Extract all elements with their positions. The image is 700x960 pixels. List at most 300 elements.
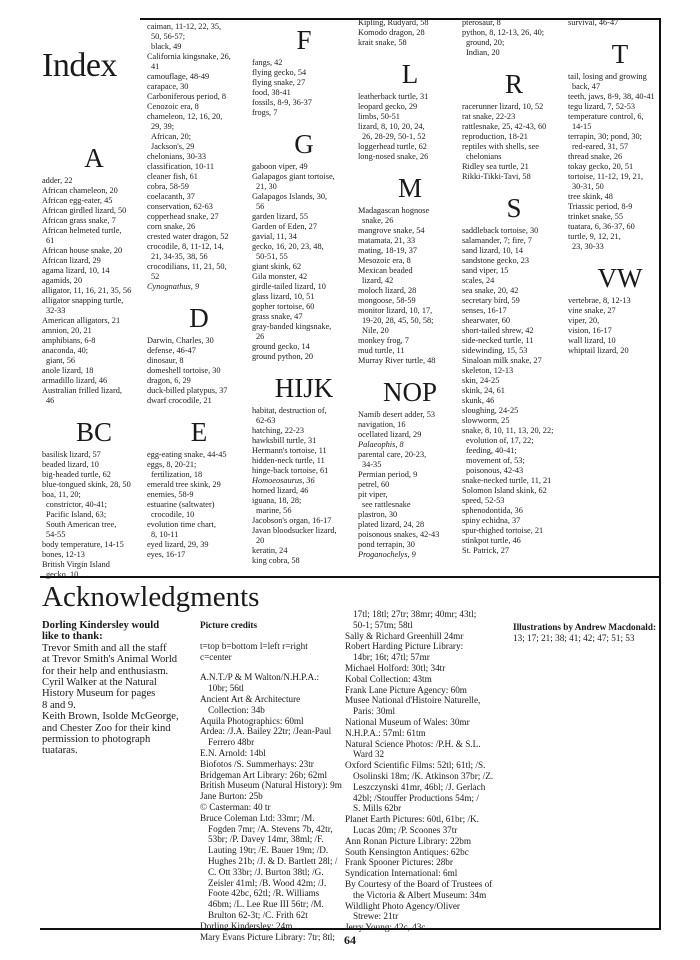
index-entry-line: crocodile, 8, 11-12, 14, — [147, 242, 224, 251]
index-entry-line: side-necked turtle, 11 — [462, 336, 534, 345]
section-letter: G — [294, 129, 314, 159]
index-entry — [147, 242, 251, 262]
index-entry — [147, 212, 251, 222]
index-entry-line: skeleton, 12-13 — [462, 366, 514, 375]
index-entry-line: frogs, 7 — [252, 108, 278, 117]
index-entry — [358, 440, 462, 450]
index-entry-line: fertilization, 18 — [151, 470, 203, 479]
credit-entry — [200, 759, 345, 770]
index-entry-line: 61 — [46, 236, 55, 245]
index-entry — [252, 232, 356, 242]
index-entry — [358, 490, 462, 510]
index-entry — [462, 18, 566, 28]
index-entry — [568, 92, 672, 102]
index-entry — [42, 376, 146, 386]
credit-line: Ardea: /J.A. Bailey 22tr; /Jean-Paul — [200, 726, 332, 737]
index-entry — [462, 406, 566, 416]
index-entry-line: garden lizard, 55 — [252, 212, 308, 221]
index-entry — [568, 202, 672, 212]
index-entry-line: Darwin, Charles, 30 — [147, 336, 214, 345]
index-entry-line: petrel, 60 — [358, 480, 390, 489]
credit-line: N.H.P.A.: 57ml: 61tm — [345, 727, 426, 738]
credit-entry — [200, 802, 345, 813]
index-entry — [147, 490, 251, 500]
credit-line: Ancient Art & Architecture — [200, 693, 301, 704]
index-entry-line: gecko, 10 — [46, 570, 79, 579]
index-entry-line: 34-35 — [362, 460, 382, 469]
index-entry-line: copperhead snake, 27 — [147, 212, 219, 221]
index-entry-line: anole lizard, 18 — [42, 366, 94, 375]
index-entry-line: 8, 10-11 — [151, 530, 179, 539]
index-entry — [42, 336, 146, 346]
index-entry — [568, 296, 672, 306]
index-entry — [252, 556, 356, 566]
index-entry — [358, 410, 462, 420]
index-entry-line: Komodo dragon, 28 — [358, 28, 425, 37]
index-entry-line: Indian, 20 — [466, 48, 500, 57]
credit-entry — [200, 921, 345, 932]
index-entry-line: shearwater, 60 — [462, 316, 511, 325]
index-entry-line: sandstone gecko, 23 — [462, 256, 530, 265]
index-entry-line: defense, 46-47 — [147, 346, 196, 355]
index-entry — [358, 266, 462, 286]
credit-entry — [200, 791, 345, 802]
index-entry — [252, 526, 356, 546]
index-entry — [42, 266, 146, 276]
index-entry — [252, 546, 356, 556]
credit-line: Sally & Richard Greenhill 24mr — [345, 630, 464, 641]
index-entry-line: 50, 56-57; — [151, 32, 186, 41]
credit-entry — [345, 868, 510, 879]
index-entry-line: Javan bloodsucker lizard, — [252, 526, 337, 535]
index-entry — [42, 176, 146, 186]
index-entry-line: iguana, 18, 28; — [252, 496, 302, 505]
index-entry-line: whiptail lizard, 20 — [568, 346, 629, 355]
index-entry-line: habitat, destruction of, — [252, 406, 327, 415]
index-entry-line: South American tree, — [46, 520, 117, 529]
index-entry-line: ground gecko, 14 — [252, 342, 310, 351]
index-entry — [462, 426, 566, 476]
illustrations-column — [513, 622, 658, 644]
index-entry — [358, 480, 462, 490]
index-entry-line: dwarf crocodile, 21 — [147, 396, 212, 405]
index-entry — [252, 312, 356, 322]
index-entry-line: pterosaur, 8 — [462, 18, 501, 27]
index-entry — [252, 436, 356, 446]
index-entry — [147, 540, 251, 550]
index-entry-line: scales, 24 — [462, 276, 495, 285]
index-entry — [462, 396, 566, 406]
credit-line: Foote 42bc, 62tl; /R. Williams — [208, 888, 320, 899]
index-entry — [462, 336, 566, 346]
index-entry-line: corn snake, 26 — [147, 222, 196, 231]
index-entry — [462, 506, 566, 516]
index-entry-line: 14-15 — [572, 122, 592, 131]
index-entry-line: Hermann's tortoise, 11 — [252, 446, 327, 455]
index-entry — [358, 356, 462, 366]
credit-line: Syndication International: 6ml — [345, 868, 458, 879]
index-entry-line: domeshell tortoise, 30 — [147, 366, 221, 375]
index-entry-line: salamander, 7; fire, 7 — [462, 236, 532, 245]
index-entry-line: giant skink, 62 — [252, 262, 302, 271]
index-entry-line: red-eared, 31, 57 — [572, 142, 629, 151]
index-entry — [252, 262, 356, 272]
index-entry-line: beaded lizard, 10 — [42, 460, 99, 469]
index-entry — [147, 52, 251, 72]
index-entry-line: estuarine (saltwater) — [147, 500, 215, 509]
index-entry — [358, 520, 462, 530]
credit-line: © Casterman: 40 tr — [200, 801, 271, 812]
index-entry — [358, 246, 462, 256]
credit-line: A.N.T./P & M Walton/N.H.P.A.: — [200, 672, 320, 683]
index-entry — [252, 78, 356, 88]
index-entry — [252, 342, 356, 352]
index-entry-line: basilisk lizard, 57 — [42, 450, 101, 459]
credit-line: 14br; 16t; 47tl; 57mr — [353, 652, 430, 663]
index-entry-line: fossils, 8-9, 36-37 — [252, 98, 312, 107]
index-entry — [147, 460, 251, 480]
index-column-1 — [42, 22, 146, 580]
credit-line: National Museum of Wales: 30mr — [345, 716, 470, 727]
index-entry-line: terrapin, 30; pond, 30; — [568, 132, 642, 141]
index-entry-line: movement of, 53; — [466, 456, 525, 465]
index-entry-line: armadillo lizard, 46 — [42, 376, 108, 385]
index-entry-line: alligator snapping turtle, — [42, 296, 124, 305]
index-entry-line: African, 20; — [151, 132, 192, 141]
credit-line: C. Ott 33br; /J. Burton 38tl; /G. — [208, 866, 324, 877]
index-entry-line: crocodile, 10 — [151, 510, 195, 519]
index-entry-line: skunk, 46 — [462, 396, 495, 405]
index-entry-line: Rikki-Tikki-Tavi, 58 — [462, 172, 531, 181]
index-entry-line: long-nosed snake, 26 — [358, 152, 429, 161]
index-entry-line: egg-eating snake, 44-45 — [147, 450, 227, 459]
index-entry — [462, 376, 566, 386]
section-letter: NOP — [382, 377, 437, 407]
index-entry — [358, 152, 462, 162]
index-entry — [147, 222, 251, 232]
credit-entry — [345, 814, 510, 836]
index-entry — [252, 88, 356, 98]
credit-line: Natural Science Photos: /P.H. & S.L. — [345, 738, 481, 749]
index-entry — [42, 226, 146, 246]
index-entry-line: loggerhead turtle, 62 — [358, 142, 427, 151]
index-entry-line: 46 — [46, 396, 55, 405]
index-entry-line: python, 8, 12-13, 26, 40; — [462, 28, 545, 37]
index-entry-line: 32-33 — [46, 306, 66, 315]
index-entry-line: Cenozoic era, 8 — [147, 102, 199, 111]
index-entry-line: British Virgin Island — [42, 560, 110, 569]
index-entry — [358, 336, 462, 346]
section-letter: T — [611, 39, 629, 69]
index-entry — [358, 306, 462, 336]
index-entry — [147, 232, 251, 242]
credits-key: t=top b=bottom l=left r=right — [200, 640, 308, 651]
index-entry-line: thread snake, 26 — [568, 152, 623, 161]
index-entry — [358, 420, 462, 430]
index-entry — [568, 152, 672, 162]
index-entry-line: Murray River turtle, 48 — [358, 356, 436, 365]
credit-line: South Kensington Antiques: 62bc — [345, 846, 469, 857]
index-entry — [462, 316, 566, 326]
index-entry — [42, 216, 146, 226]
credit-entry — [345, 879, 510, 901]
index-entry — [42, 246, 146, 256]
credit-line: 17tl; 18tl; 27tr; 38mr; 40mr; 43tl; — [353, 609, 477, 619]
index-entry — [42, 560, 146, 580]
credit-line: Mary Evans Picture Library: 7tr; 8tl; — [200, 931, 335, 942]
index-entry-line: mud turtle, 11 — [358, 346, 405, 355]
index-entry-line: 52 — [151, 272, 160, 281]
index-entry — [462, 496, 566, 506]
index-entry-line: horned lizard, 46 — [252, 486, 309, 495]
thanks-line: for their help and enthusiasm. — [42, 665, 169, 677]
index-entry-line: skink, 24, 61 — [462, 386, 505, 395]
index-entry-line: African egg-eater, 45 — [42, 196, 113, 205]
index-entry-line: leopard gecko, 29 — [358, 102, 418, 111]
index-entry-line: cleaner fish, 61 — [147, 172, 198, 181]
index-entry — [358, 28, 462, 38]
illustrations-heading: Illustrations by Andrew Macdonald: — [513, 622, 657, 632]
index-entry — [252, 222, 356, 232]
index-entry — [252, 322, 356, 342]
thanks-line: Trevor Smith and all the staff — [42, 642, 167, 654]
index-entry-line: poisonous, 42-43 — [466, 466, 524, 475]
index-entry — [358, 236, 462, 246]
index-entry-line: Jackson's, 29 — [151, 142, 195, 151]
index-entry-line: Carboniferous period, 8 — [147, 92, 227, 101]
index-entry — [252, 292, 356, 302]
credit-entry — [200, 726, 345, 748]
index-entry-line: temperature control, 6, — [568, 112, 644, 121]
index-entry — [462, 132, 566, 142]
credit-line: Planet Earth Pictures: 60tl, 61br; /K. — [345, 814, 479, 825]
index-entry — [252, 352, 356, 362]
thanks-line: History Museum for pages — [42, 688, 156, 700]
index-entry — [358, 540, 462, 550]
index-entry-line: American alligators, 21 — [42, 316, 121, 325]
credit-line: Strewe: 21tr — [353, 911, 399, 922]
credit-line: Wildlight Photo Agency/Oliver — [345, 900, 460, 911]
acknowledgments-title: Acknowledgments — [42, 581, 260, 613]
index-entry-line: Solomon Island skink, 62 — [462, 486, 547, 495]
index-entry — [358, 122, 462, 142]
index-entry — [358, 256, 462, 266]
index-entry-line: dinosaur, 8 — [147, 356, 184, 365]
index-entry — [462, 122, 566, 132]
credit-line: Paris: 30ml — [353, 706, 396, 717]
index-entry-line: leatherback turtle, 31 — [358, 92, 429, 101]
section-letter: A — [84, 143, 104, 173]
index-entry-line: evolution time chart, — [147, 520, 216, 529]
index-entry-line: dragon, 6, 29 — [147, 376, 191, 385]
index-entry-line: matamata, 21, 33 — [358, 236, 416, 245]
credit-line: Dorling Kindersley: 24m — [200, 920, 293, 931]
index-entry — [252, 162, 356, 172]
index-entry-line: emerald tree skink, 29 — [147, 480, 221, 489]
credit-line: Kobal Collection: 43tm — [345, 673, 432, 684]
index-entry-line: Nile, 20 — [362, 326, 389, 335]
credit-entry — [345, 836, 510, 847]
index-entry — [462, 306, 566, 316]
index-entry — [462, 296, 566, 306]
index-entry — [462, 516, 566, 526]
index-entry — [147, 386, 251, 396]
index-entry-line: chelonians, 30-33 — [147, 152, 206, 161]
index-entry — [358, 142, 462, 152]
index-entry — [252, 172, 356, 192]
index-entry-line: vine snake, 27 — [568, 306, 616, 315]
index-entry — [462, 536, 566, 546]
index-entry — [42, 296, 146, 316]
index-entry-line: gecko, 16, 20, 23, 48, — [252, 242, 324, 251]
index-entry-line: teeth, jaws, 8-9, 38, 40-41 — [568, 92, 655, 101]
index-entry-line: saddleback tortoise, 30 — [462, 226, 539, 235]
index-entry — [568, 306, 672, 316]
index-entry-line: hinge-back tortoise, 61 — [252, 466, 329, 475]
index-entry — [252, 406, 356, 426]
index-entry — [42, 450, 146, 460]
index-entry-line: Ridley sea turtle, 21 — [462, 162, 529, 171]
index-entry — [42, 286, 146, 296]
index-entry — [252, 486, 356, 496]
index-entry-line: plastron, 30 — [358, 510, 398, 519]
index-entry-line: girdle-tailed lizard, 10 — [252, 282, 326, 291]
index-entry — [568, 192, 672, 202]
index-entry-line: turtle, 9, 12, 21, — [568, 232, 621, 241]
index-entry — [568, 132, 672, 152]
index-entry — [462, 366, 566, 376]
index-entry-line: senses, 16-17 — [462, 306, 507, 315]
credits-key: c=center — [200, 651, 232, 662]
index-entry-line: lizard, 8, 10, 20, 24, — [358, 122, 425, 131]
index-entry-line: Sinaloan milk snake, 27 — [462, 356, 542, 365]
thanks-line: permission to photograph — [42, 734, 151, 746]
index-entry — [147, 520, 251, 540]
index-entry-line: 54-55 — [46, 530, 66, 539]
index-entry — [462, 112, 566, 122]
index-entry — [462, 246, 566, 256]
index-entry — [147, 172, 251, 182]
index-entry — [252, 68, 356, 78]
index-entry-line: 19-20, 28, 45, 50, 58; — [362, 316, 434, 325]
index-entry-line: limbs, 50-51 — [358, 112, 400, 121]
index-entry-line: Homoeosaurus, 36 — [252, 476, 315, 485]
index-entry-line: glass lizard, 10, 51 — [252, 292, 315, 301]
index-entry — [252, 212, 356, 222]
index-entry-line: African chameleon, 20 — [42, 186, 118, 195]
credit-line: Osolinski 18m; /K. Atkinson 37br; /Z. — [353, 770, 494, 781]
credit-entry — [200, 770, 345, 781]
credit-line: Ferrero 48br — [208, 737, 255, 748]
index-entry-line: evolution of, 17, 22; — [466, 436, 534, 445]
index-entry — [252, 108, 356, 118]
index-entry-line: 23, 30-33 — [572, 242, 604, 251]
index-entry — [147, 366, 251, 376]
index-entry-line: krait snake, 58 — [358, 38, 407, 47]
credit-entry — [200, 694, 345, 716]
index-entry-line: gopher tortoise, 60 — [252, 302, 315, 311]
index-column-6 — [568, 18, 672, 356]
index-entry-line: survival, 46-47 — [568, 18, 619, 27]
credit-line: Lauting 19tr; /E. Bauer 19m; /D. — [208, 845, 329, 856]
index-entry — [462, 486, 566, 496]
index-entry-line: 26 — [256, 332, 265, 341]
index-entry-line: tree skink, 48 — [568, 192, 613, 201]
index-entry-line: Australian frilled lizard, — [42, 386, 122, 395]
index-entry — [462, 172, 566, 182]
index-entry-line: Gila monster, 42 — [252, 272, 308, 281]
credit-entry — [345, 728, 510, 739]
index-entry — [42, 490, 146, 540]
credit-line: E.N. Arnold: 14bl — [200, 747, 266, 758]
index-entry — [147, 112, 251, 152]
index-entry — [358, 38, 462, 48]
index-entry — [568, 336, 672, 346]
picture-credits-column-2 — [345, 609, 510, 933]
credit-line: Lucas 20m; /P. Scoones 37tr — [353, 824, 458, 835]
index-entry — [42, 366, 146, 376]
section-letter: VW — [597, 263, 643, 293]
credit-line: British Museum (Natural History): 9m — [200, 780, 342, 791]
index-entry-line: 50-51, 55 — [256, 252, 288, 261]
index-entry-line: caiman, 11-12, 22, 35, — [147, 22, 222, 31]
index-entry — [147, 92, 251, 102]
index-entry — [252, 272, 356, 282]
credit-line: Bridgeman Art Library: 26b; 62ml — [200, 769, 328, 780]
index-entry — [42, 480, 146, 490]
index-entry-line: 21, 30 — [256, 182, 277, 191]
index-entry-line: carapace, 30 — [147, 82, 189, 91]
index-entry-line: rattlesnake, 25, 42-43, 60 — [462, 122, 547, 131]
credit-entry — [200, 672, 345, 694]
credit-entry — [200, 813, 345, 921]
index-entry-line: 30-31, 50 — [572, 182, 604, 191]
index-entry — [42, 196, 146, 206]
index-entry-line: ground, 20; — [466, 38, 505, 47]
index-entry-line: Jacobson's organ, 16-17 — [252, 516, 332, 525]
index-entry — [42, 540, 146, 550]
credit-line: Jerry Young: 42c, 43c — [345, 922, 426, 933]
index-entry — [147, 82, 251, 92]
index-entry — [252, 496, 356, 516]
index-entry — [358, 346, 462, 356]
index-entry — [42, 460, 146, 470]
section-letter: M — [397, 173, 422, 203]
index-entry-line: agamids, 20 — [42, 276, 83, 285]
index-entry — [147, 356, 251, 366]
index-entry-line: adder, 22 — [42, 176, 73, 185]
index-entry — [462, 226, 566, 236]
index-entry — [147, 152, 251, 162]
index-entry-line: viper, 20, — [568, 316, 600, 325]
index-entry-line: eyed lizard, 29, 39 — [147, 540, 209, 549]
credit-entry — [345, 901, 510, 923]
index-entry-line: classification, 10-11 — [147, 162, 214, 171]
credit-entry — [345, 847, 510, 858]
index-entry — [568, 112, 672, 132]
section-letter: L — [401, 59, 419, 89]
index-entry-line: pond terrapin, 30 — [358, 540, 415, 549]
index-entry-line: bones, 12-13 — [42, 550, 85, 559]
index-entry — [568, 316, 672, 326]
index-entry-line: spiny echidna, 37 — [462, 516, 521, 525]
index-entry — [147, 162, 251, 172]
index-entry-line: Namib desert adder, 53 — [358, 410, 436, 419]
index-entry-line: eggs, 8, 20-21; — [147, 460, 197, 469]
credit-line: Michael Holford: 30tl; 34tr — [345, 662, 446, 673]
index-entry — [147, 282, 251, 292]
index-entry-line: keratin, 24 — [252, 546, 288, 555]
